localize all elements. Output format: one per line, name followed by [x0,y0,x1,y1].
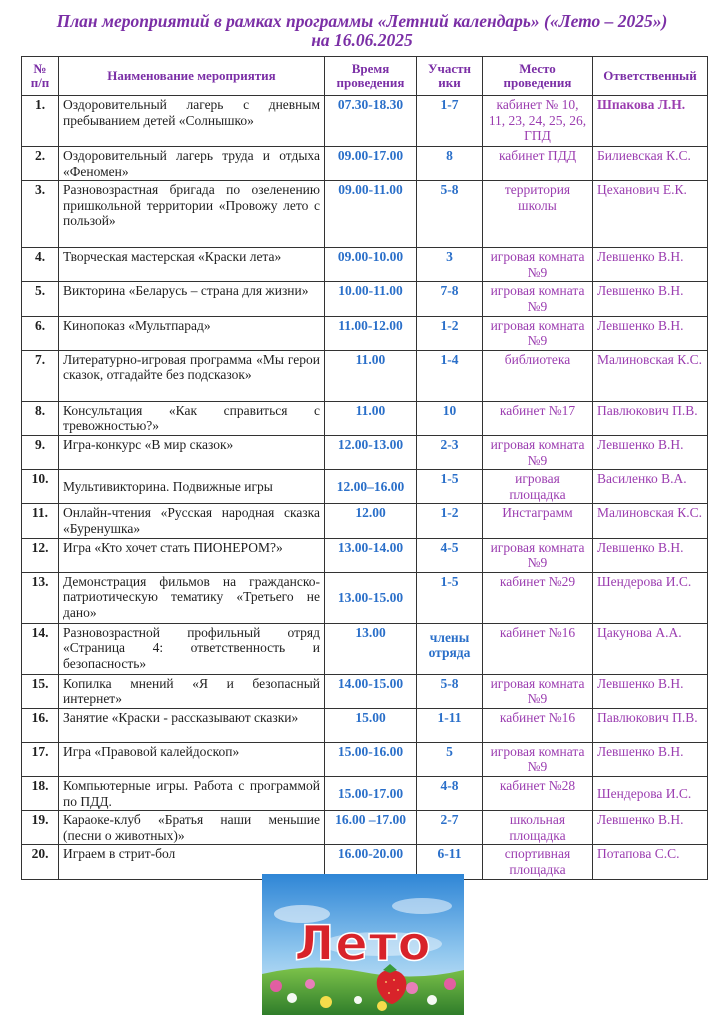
row-responsible: Цеханович Е.К. [593,181,708,248]
row-time: 13.00 [325,623,417,674]
row-event: Разновозрастная бригада по озеленению пришкольной территории «Провожу лето с пользой» [59,181,325,248]
row-participants: 1-5 [417,572,483,623]
row-num: 14. [22,623,59,674]
title-text: План мероприятий в рамках программы «Летний календарь» («Лето – 2025») [56,11,668,31]
row-num: 16. [22,708,59,742]
row-participants: 3 [417,248,483,282]
row-time: 16.00 –17.00 [325,811,417,845]
row-participants: 1-5 [417,470,483,504]
row-event: Игра «Правовой калейдоскоп» [59,742,325,776]
row-event: Игра-конкурс «В мир сказок» [59,435,325,469]
table-row [22,401,708,435]
row-num: 5. [22,282,59,316]
table-row [22,623,708,674]
row-time: 15.00-17.00 [325,777,417,811]
table-row [22,470,708,504]
row-place: игровая комната №9 [483,282,593,316]
row-time: 11.00 [325,401,417,435]
table-row [22,96,708,147]
row-num: 13. [22,572,59,623]
table-row [22,572,708,623]
row-responsible: Шендерова И.С. [593,777,708,811]
row-participants: 1-11 [417,708,483,742]
row-time: 15.00-16.00 [325,742,417,776]
row-place: кабинет ПДД [483,147,593,181]
row-event: Кинопоказ «Мультпарад» [59,316,325,350]
table-row [22,742,708,776]
table-row [22,674,708,708]
row-responsible: Потапова С.С. [593,845,708,879]
row-participants: 7-8 [417,282,483,316]
row-place: Инстаграмм [483,504,593,538]
table-row [22,708,708,742]
row-time: 09.00-10.00 [325,248,417,282]
row-event: Разновозрастной профильный отряд «Страница 4: ответственность и безопасность» [59,623,325,674]
header-name: Наименование мероприятия [59,57,325,96]
row-event: Мультивикторина. Подвижные игры [59,470,325,504]
row-event: Творческая мастерская «Краски лета» [59,248,325,282]
row-time: 16.00-20.00 [325,845,417,879]
row-responsible: Левшенко В.Н. [593,674,708,708]
row-responsible: Левшенко В.Н. [593,538,708,572]
row-num: 10. [22,470,59,504]
row-place: кабинет №16 [483,623,593,674]
schedule-table [21,56,708,880]
row-event: Литературно-игровая программа «Мы герои сказок, отгадайте без подсказок» [59,350,325,401]
row-place: кабинет №28 [483,777,593,811]
row-participants: 10 [417,401,483,435]
row-participants: 4-5 [417,538,483,572]
row-event: Караоке-клуб «Братья наши меньшие (песни о животных)» [59,811,325,845]
row-num: 2. [22,147,59,181]
row-num: 6. [22,316,59,350]
row-place: игровая комната №9 [483,742,593,776]
row-event: Оздоровительный лагерь труда и отдыха «Феномен» [59,147,325,181]
row-participants: 5 [417,742,483,776]
row-responsible: Билиевская К.С. [593,147,708,181]
row-place: кабинет №16 [483,708,593,742]
row-num: 1. [22,96,59,147]
row-num: 17. [22,742,59,776]
row-participants: 1-2 [417,504,483,538]
row-time: 11.00 [325,350,417,401]
row-responsible: Василенко В.А. [593,470,708,504]
header-place: Место проведения [483,57,593,96]
table-row [22,777,708,811]
row-time: 09.00-11.00 [325,181,417,248]
row-responsible: Левшенко В.Н. [593,742,708,776]
row-responsible: Левшенко В.Н. [593,811,708,845]
banner-word: Лето [294,916,432,972]
row-participants: 2-7 [417,811,483,845]
table-row [22,248,708,282]
row-time: 13.00-14.00 [325,538,417,572]
row-time: 12.00–16.00 [325,470,417,504]
row-responsible: Павлюкович П.В. [593,708,708,742]
row-responsible: Малиновская К.С. [593,350,708,401]
row-responsible: Шпакова Л.Н. [593,96,708,147]
row-participants: 4-8 [417,777,483,811]
row-responsible: Цакунова А.А. [593,623,708,674]
row-event: Игра «Кто хочет стать ПИОНЕРОМ?» [59,538,325,572]
summer-banner [262,874,464,1015]
row-participants: 1-7 [417,96,483,147]
row-participants: 8 [417,147,483,181]
header-participants: Участн ики [417,57,483,96]
header-responsible: Ответственный [593,57,708,96]
table-row [22,181,708,248]
row-num: 15. [22,674,59,708]
row-num: 19. [22,811,59,845]
row-event: Консультация «Как справиться с тревожностью?» [59,401,325,435]
row-time: 12.00-13.00 [325,435,417,469]
row-event: Играем в стрит-бол [59,845,325,879]
table-row [22,147,708,181]
row-participants: 1-4 [417,350,483,401]
row-place: территория школы [483,181,593,248]
row-place: игровая комната №9 [483,316,593,350]
header-time: Время проведения [325,57,417,96]
row-num: 9. [22,435,59,469]
row-responsible: Левшенко В.Н. [593,316,708,350]
row-responsible: Павлюкович П.В. [593,401,708,435]
row-place: библиотека [483,350,593,401]
banner-illustration [262,874,464,1015]
row-num: 18. [22,777,59,811]
row-participants: 1-2 [417,316,483,350]
row-event: Оздоровительный лагерь с дневным пребыванием детей «Солнышко» [59,96,325,147]
row-participants: 5-8 [417,674,483,708]
row-time: 09.00-17.00 [325,147,417,181]
row-event: Занятие «Краски - рассказывают сказки» [59,708,325,742]
row-num: 7. [22,350,59,401]
row-time: 14.00-15.00 [325,674,417,708]
row-event: Копилка мнений «Я и безопасный интернет» [59,674,325,708]
row-responsible: Шендерова И.С. [593,572,708,623]
row-time: 11.00-12.00 [325,316,417,350]
row-participants: 2-3 [417,435,483,469]
row-num: 20. [22,845,59,879]
row-responsible: Левшенко В.Н. [593,248,708,282]
row-participants: 6-11 [417,845,483,879]
table-row [22,811,708,845]
table-row [22,316,708,350]
row-place: кабинет № 10, 11, 23, 24, 25, 26, ГПД [483,96,593,147]
table-row [22,282,708,316]
table-row [22,435,708,469]
row-time: 15.00 [325,708,417,742]
row-event: Компьютерные игры. Работа с программой по ПДД. [59,777,325,811]
row-time: 13.00-15.00 [325,572,417,623]
row-event: Демонстрация фильмов на гражданско-патриотическую тематику «Третьего не дано» [59,572,325,623]
row-participants: члены отряда [417,623,483,674]
row-num: 4. [22,248,59,282]
row-place: школьная площадка [483,811,593,845]
table-row [22,504,708,538]
row-event: Онлайн-чтения «Русская народная сказка «Буренушка» [59,504,325,538]
row-num: 11. [22,504,59,538]
table-row [22,350,708,401]
row-time: 07.30-18.30 [325,96,417,147]
row-participants: 5-8 [417,181,483,248]
row-responsible: Левшенко В.Н. [593,435,708,469]
row-num: 12. [22,538,59,572]
row-time: 12.00 [325,504,417,538]
row-place: игровая комната №9 [483,538,593,572]
row-place: спортивная площадка [483,845,593,879]
row-place: игровая площадка [483,470,593,504]
row-responsible: Левшенко В.Н. [593,282,708,316]
row-place: игровая комната №9 [483,248,593,282]
row-time: 10.00-11.00 [325,282,417,316]
row-event: Викторина «Беларусь – страна для жизни» [59,282,325,316]
row-num: 8. [22,401,59,435]
title-date: на 16.06.2025 [311,30,413,50]
table-row [22,538,708,572]
row-place: игровая комната №9 [483,674,593,708]
header-num: № п/п [22,57,59,96]
row-place: кабинет №17 [483,401,593,435]
row-responsible: Малиновская К.С. [593,504,708,538]
row-place: кабинет №29 [483,572,593,623]
row-place: игровая комната №9 [483,435,593,469]
row-num: 3. [22,181,59,248]
document-title [0,12,724,50]
table-header-row [22,57,708,96]
